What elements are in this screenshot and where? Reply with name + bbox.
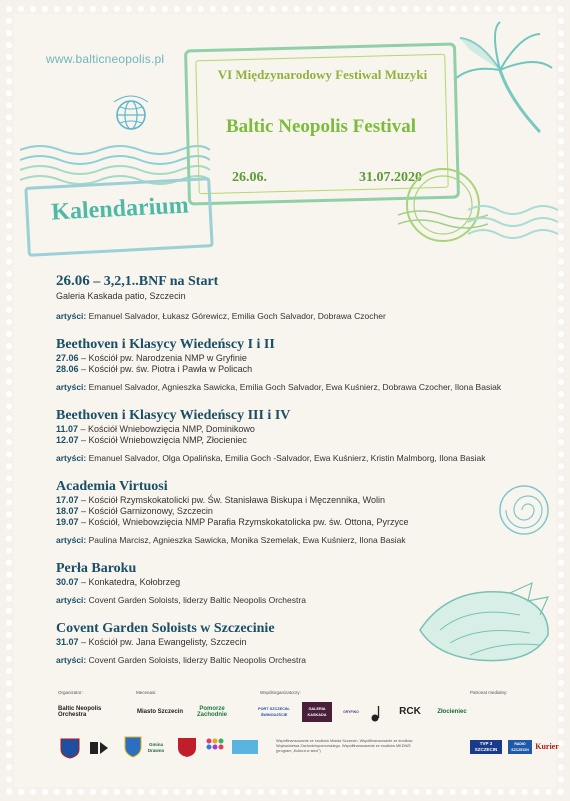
event-line-venue: – Konkatedra, Kołobrzeg (78, 577, 181, 587)
event-line-venue: – Kościół Wniebowzięcia NMP, Złocieniec (78, 435, 247, 445)
artists-names: Emanuel Salvador, Olga Opalińska, Emilia Goch -Salvador, Ewa Kuśnierz, Kristin Malmborg, Ilona Basiak (86, 453, 486, 463)
event-title: Beethoven i Klasycy Wiedeńscy III i IV (56, 408, 291, 423)
event-item (56, 478, 526, 546)
event-line-date: 12.07 (56, 435, 79, 445)
event-line (56, 495, 526, 506)
event-artists (56, 655, 526, 666)
logo-tvp3-szczecin: TVP 3 SZCZECIN (470, 740, 502, 754)
artists-names: Paulina Marcisz, Agnieszka Sawicka, Monika Szemelak, Ewa Kuśnierz, Ilona Basiak (86, 535, 406, 545)
logo-zlocieniec: Złocieniec (437, 709, 467, 715)
artists-label: artyści: (56, 655, 87, 665)
logo-radio-szczecin: RADIO SZCZECIN (508, 740, 532, 754)
festival-edition: VI Międzynarodowy Festiwal Muzyki (217, 67, 428, 82)
event-line (56, 435, 526, 446)
logo-port-szczecin: PORT SZCZECIN-ŚWINOUJŚCIE (258, 707, 290, 717)
event-line-date: 17.07 (56, 495, 79, 505)
logo-kurier: Kurier (535, 742, 559, 751)
event-line (56, 517, 526, 528)
festival-date-from: 26.06. (232, 170, 267, 185)
grid-dots-logo (204, 736, 226, 758)
event-line-venue: – Kościół pw. św. Piotra i Pawła w Policach (78, 364, 253, 374)
event-line (56, 364, 526, 375)
logo-gryfino: GRYFINO (343, 710, 359, 714)
event-line-venue: – Kościół pw. Jana Ewangelisty, Szczecin (78, 637, 247, 647)
event-list (56, 273, 526, 680)
event-line-date: 18.07 (56, 506, 79, 516)
festival-dates (232, 170, 422, 186)
griffin-logo (176, 736, 198, 758)
event-line-date: 11.07 (56, 424, 79, 434)
funding-note: Współfinansowanie ze środków Miasta Szczecin. Współfinansowanie ze środków Województwa Zachodniopomorskiego. Współfinansowanie ze środków MKDNiŚ (program „Kultura w sieci”) (276, 739, 413, 753)
logo-baltic-neopolis-orchestra: Baltic Neopolis Orchestra (58, 706, 102, 718)
event-item (56, 336, 526, 393)
event-item (56, 273, 526, 322)
kalendarium-title: Kalendarium (50, 192, 190, 226)
event-venue: Galeria Kaskada patio, Szczecin (56, 291, 186, 301)
organizer-label: Organizator: (58, 690, 83, 695)
event-artists (56, 382, 526, 393)
event-line (56, 424, 526, 435)
event-line-venue: – Kościół Wniebowzięcia NMP, Dominikowo (78, 424, 255, 434)
event-line (56, 577, 526, 588)
dk-logo (88, 740, 112, 756)
artists-label: artyści: (56, 311, 87, 321)
coorganizer-label: Współorganizatorzy: (260, 690, 301, 695)
culture-logo (232, 740, 258, 754)
artists-names: Covent Garden Soloists, liderzy Baltic Neopolis Orchestra (86, 655, 306, 665)
artists-label: artyści: (56, 535, 87, 545)
globe-icon (108, 92, 154, 138)
event-line-date: 31.07 (56, 637, 79, 647)
artists-label: artyści: (56, 382, 87, 392)
festival-name: Baltic Neopolis Festival (226, 116, 416, 137)
event-line-date: 19.07 (56, 517, 79, 527)
event-line (56, 353, 526, 364)
logo-rck: RCK (399, 706, 421, 717)
event-title: Covent Garden Soloists w Szczecinie (56, 621, 275, 636)
event-line-date: 30.07 (56, 577, 79, 587)
event-line-venue: – Kościół Rzymskokatolicki pw. Św. Stanisława Biskupa i Męczennika, Wolin (78, 495, 385, 505)
media-patron-label: Patronat medialny: (470, 690, 508, 695)
event-line-venue: – Kościół, Wniebowzięcia NMP Parafia Rzymskokatolicka pw. św. Ottona, Pyrzyce (78, 517, 409, 527)
logo-pomorze-zachodnie: Pomorze Zachodnie (196, 706, 227, 718)
event-date: 26.06 (56, 273, 90, 289)
artists-names: Emanuel Salvador, Agnieszka Sawicka, Emilia Goch Salvador, Ewa Kuśnierz, Dobrawa Czocher, Ilona Basiak (86, 382, 502, 392)
event-title: Beethoven i Klasycy Wiedeńscy I i II (56, 337, 275, 352)
event-title (56, 273, 526, 290)
event-item (56, 407, 526, 464)
postmark-waves-right (468, 200, 558, 250)
event-line (56, 637, 526, 648)
event-artists (56, 535, 526, 546)
event-line (56, 506, 526, 517)
logo-miasto-szczecin: Miasto Szczecin (136, 709, 183, 715)
event-item (56, 620, 526, 666)
event-line-date: 28.06 (56, 364, 79, 374)
logo-gmina-drawno: Gmina Drawno (147, 742, 165, 753)
music-note-logo (370, 704, 384, 722)
event-artists (56, 595, 526, 606)
event-line-venue: – Kościół Garnizonowy, Szczecin (78, 506, 213, 516)
event-item (56, 560, 526, 606)
coat-of-arms-logo (58, 736, 82, 760)
event-title: Academia Virtuosi (56, 479, 168, 494)
event-line-venue: – Kościół pw. Narodzenia NMP w Gryfinie (78, 353, 247, 363)
event-title: Perła Baroku (56, 561, 137, 576)
festival-date-to: 31.07.2020 (359, 170, 422, 185)
coat-of-arms-logo-2 (124, 736, 142, 758)
artists-names: Emanuel Salvador, Łukasz Górewicz, Emilia Goch Salvador, Dobrawa Czocher (86, 311, 386, 321)
event-artists (56, 311, 526, 322)
website-url[interactable]: www.balticneopolis.pl (46, 52, 165, 66)
artists-names: Covent Garden Soloists, liderzy Baltic Neopolis Orchestra (86, 595, 306, 605)
event-line-date: 27.06 (56, 353, 79, 363)
artists-label: artyści: (56, 453, 87, 463)
artists-label: artyści: (56, 595, 87, 605)
event-artists (56, 453, 526, 464)
event-name: – 3,2,1..BNF na Start (89, 274, 219, 289)
logo-galeria-kaskada: GALERIA KASKADA (302, 702, 332, 722)
patron-label: Mecenasi: (136, 690, 157, 695)
